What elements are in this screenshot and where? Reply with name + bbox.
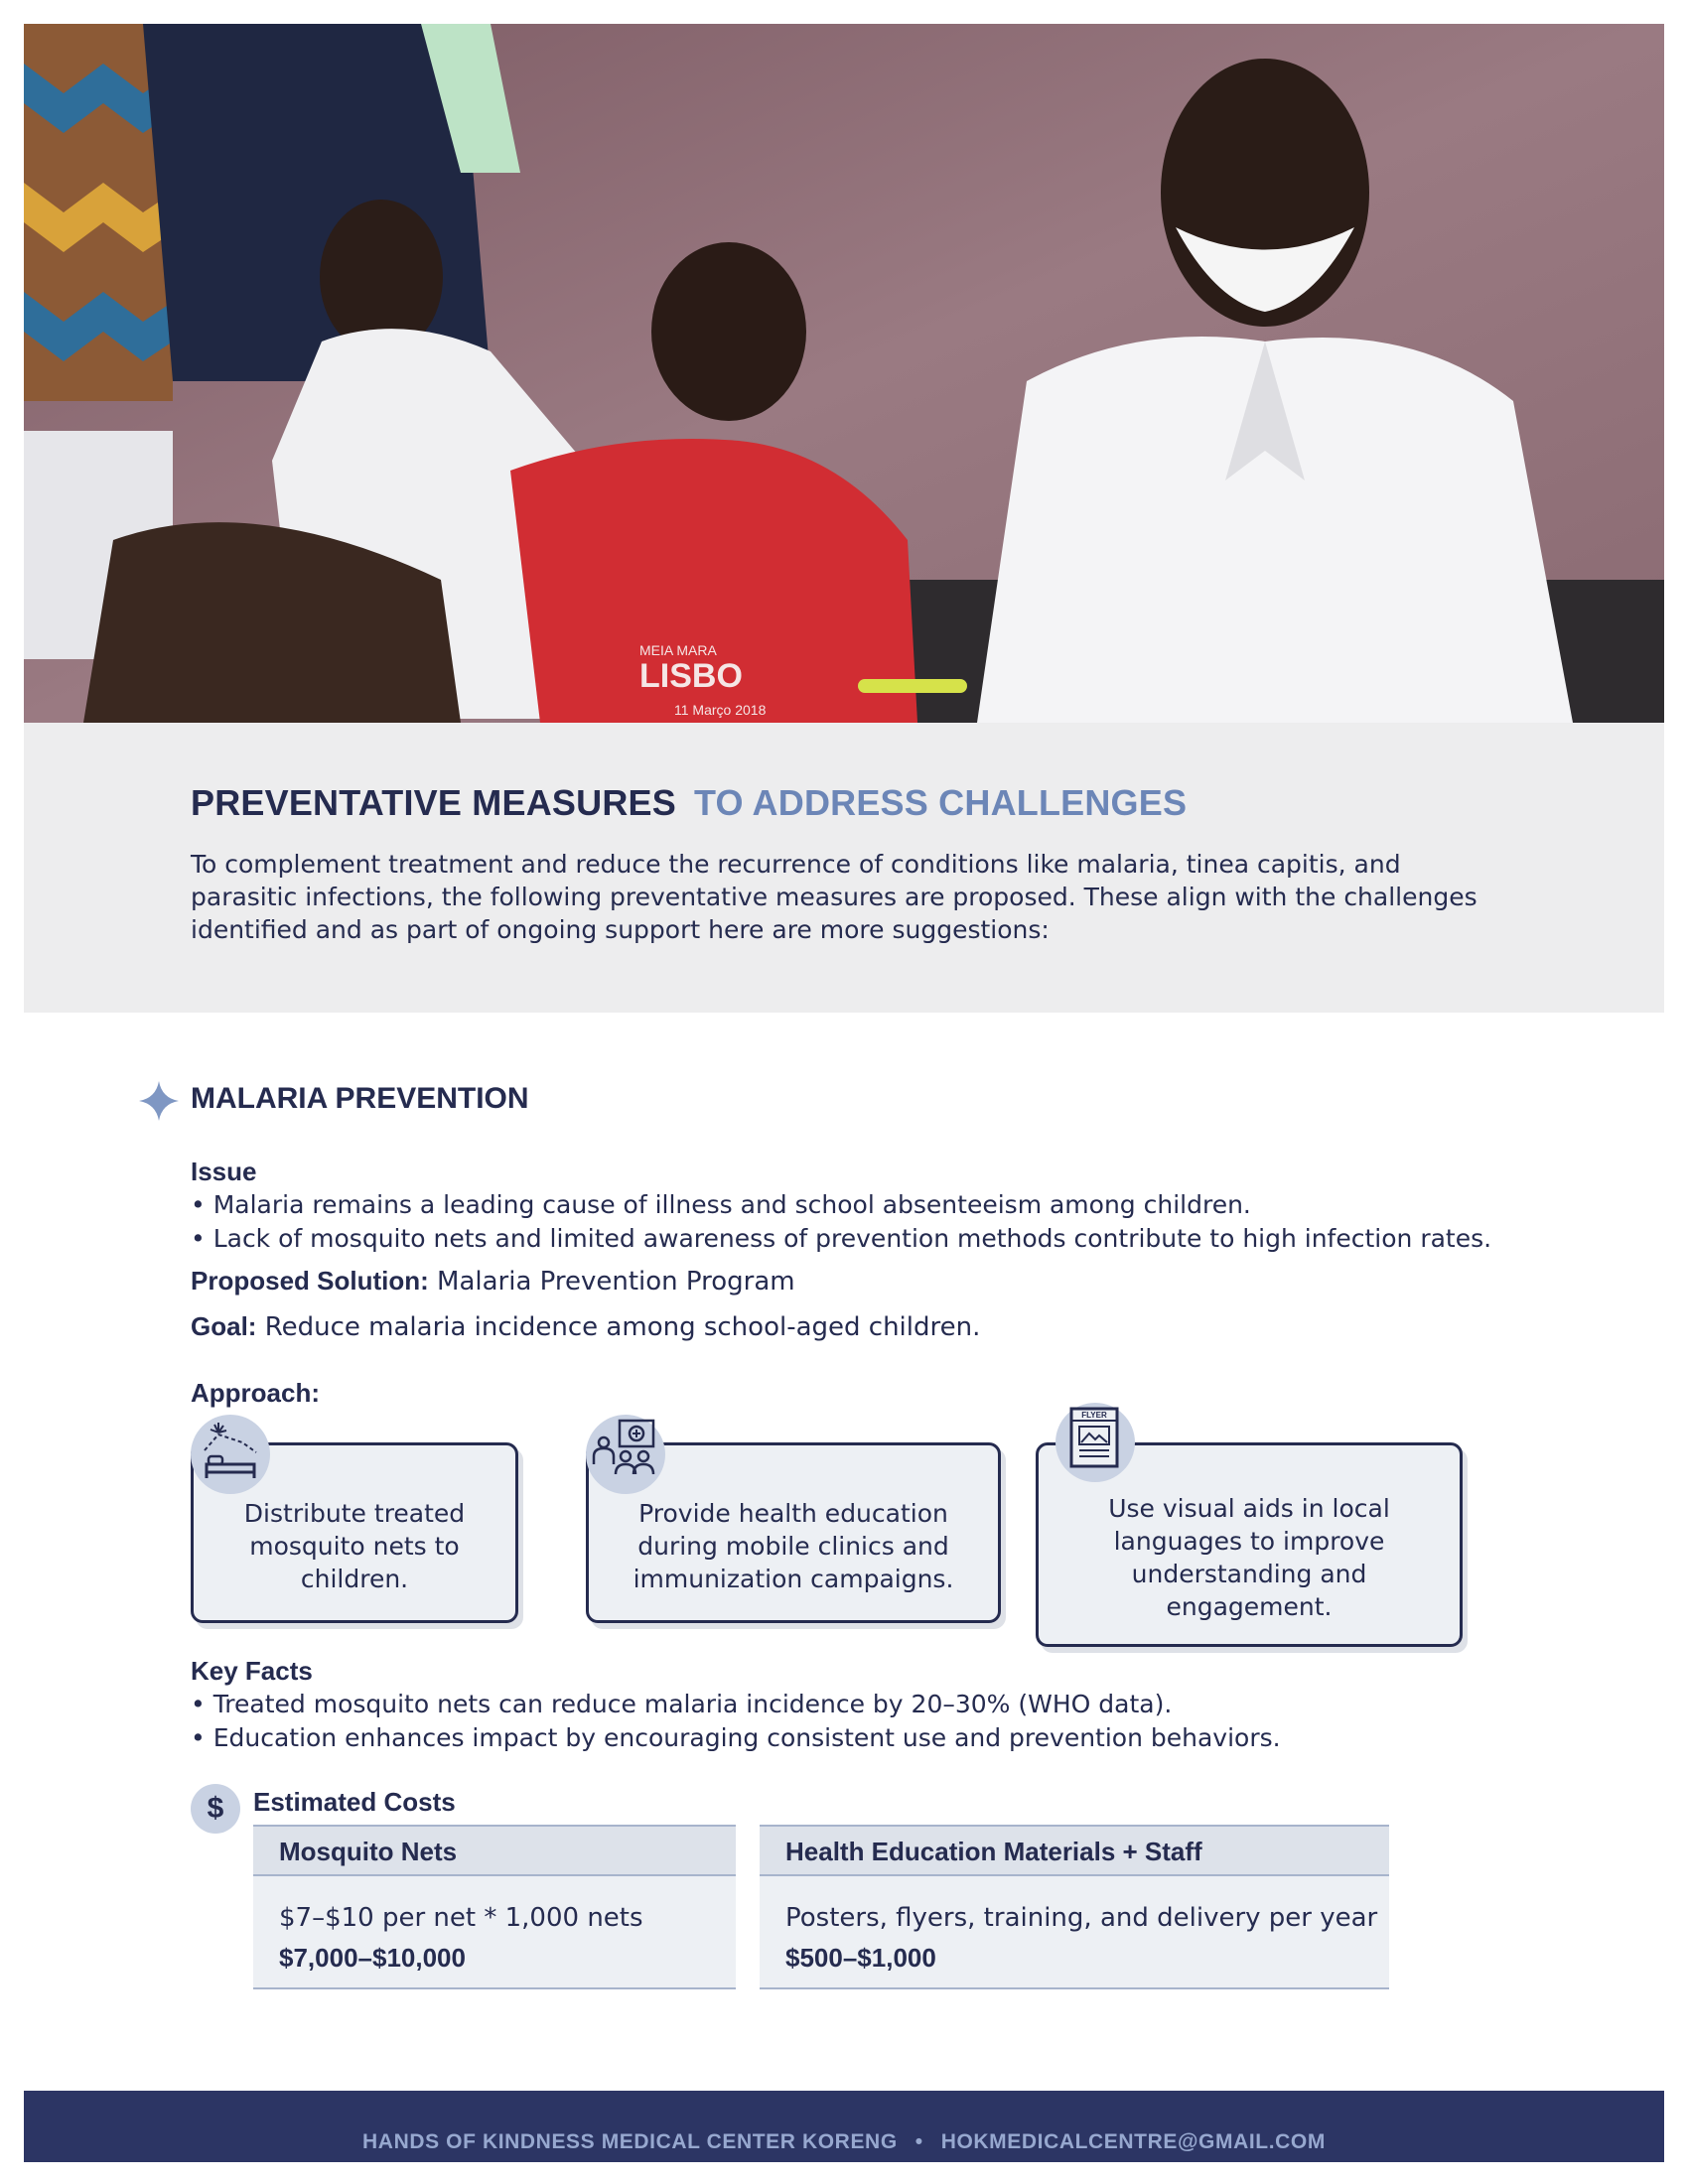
- intro-paragraph: To complement treatment and reduce the recurrence of conditions like malaria, tinea capitis, and parasitic infections, the following preventative measures are proposed. These align with the challenges identified and as part of ongoing support here are more suggestions:: [191, 850, 1477, 944]
- goal-label: Goal:: [191, 1311, 257, 1341]
- intro-band: [24, 723, 1664, 1013]
- approach-label: Approach:: [191, 1378, 320, 1408]
- shirt-print-text: LISBO: [639, 657, 743, 695]
- footer: [24, 2091, 1664, 2162]
- issue-label: Issue: [191, 1157, 257, 1186]
- solution-label: Proposed Solution:: [191, 1266, 429, 1296]
- cost-card-detail: Posters, flyers, training, and delivery per year: [785, 1903, 1378, 1933]
- solution-value: Malaria Prevention Program: [437, 1267, 795, 1297]
- goal-value: Reduce malaria incidence among school-aged children.: [264, 1312, 981, 1342]
- issue-block: [191, 1155, 1601, 1256]
- proposed-solution: [191, 1264, 795, 1298]
- footer-separator: •: [914, 2130, 923, 2153]
- cost-card-heading: Mosquito Nets: [253, 1827, 736, 1876]
- goal: [191, 1309, 980, 1344]
- footer-org-name: HANDS OF KINDNESS MEDICAL CENTER KORENG: [362, 2130, 898, 2153]
- key-facts: [191, 1654, 1581, 1755]
- cost-card-total: $7,000–$10,000: [279, 1943, 466, 1973]
- approach-card-text: Use visual aids in local languages to improve understanding and engagement.: [1108, 1494, 1390, 1621]
- cost-card-heading: Health Education Materials + Staff: [760, 1827, 1389, 1876]
- hero-photo: [24, 24, 1664, 723]
- footer-email[interactable]: HOKMEDICALCENTRE@GMAIL.COM: [940, 2130, 1326, 2153]
- key-fact-item: • Education enhances impact by encouraging consistent use and prevention behaviors.: [191, 1723, 1281, 1752]
- page-title-accent: TO ADDRESS CHALLENGES: [693, 782, 1188, 823]
- hero-illustration: [24, 24, 1664, 723]
- shirt-print-date: 11 Março 2018: [674, 702, 767, 718]
- approach-card-text: Provide health education during mobile clinics and immunization campaigns.: [633, 1498, 954, 1593]
- cost-card-total: $500–$1,000: [785, 1943, 936, 1973]
- approach-card-text: Distribute treated mosquito nets to children.: [243, 1498, 466, 1593]
- health-education-icon: [586, 1415, 665, 1494]
- cost-card: [760, 1825, 1389, 1989]
- page-title: [191, 782, 1187, 824]
- key-fact-item: • Treated mosquito nets can reduce malaria incidence by 20–30% (WHO data).: [191, 1690, 1173, 1718]
- issue-item: • Malaria remains a leading cause of illness and school absenteeism among children.: [191, 1190, 1251, 1219]
- flyer-icon: [1055, 1403, 1135, 1482]
- page-title-primary: PREVENTATIVE MEASURES: [191, 782, 676, 823]
- key-facts-label: Key Facts: [191, 1656, 313, 1686]
- estimated-costs-heading: Estimated Costs: [253, 1787, 456, 1817]
- sparkle-star-icon: [137, 1079, 181, 1123]
- section-title: MALARIA PREVENTION: [191, 1082, 529, 1115]
- dollar-icon: $: [191, 1784, 240, 1834]
- cost-card: [253, 1825, 736, 1989]
- shirt-print-subtitle: MEIA MARA: [639, 642, 717, 658]
- issue-item: • Lack of mosquito nets and limited awareness of prevention methods contribute to high infection rates.: [191, 1224, 1492, 1253]
- cost-card-detail: $7–$10 per net * 1,000 nets: [279, 1903, 643, 1933]
- mosquito-net-bed-icon: [191, 1415, 270, 1494]
- flyer-icon-label: FLYER: [1081, 1411, 1107, 1420]
